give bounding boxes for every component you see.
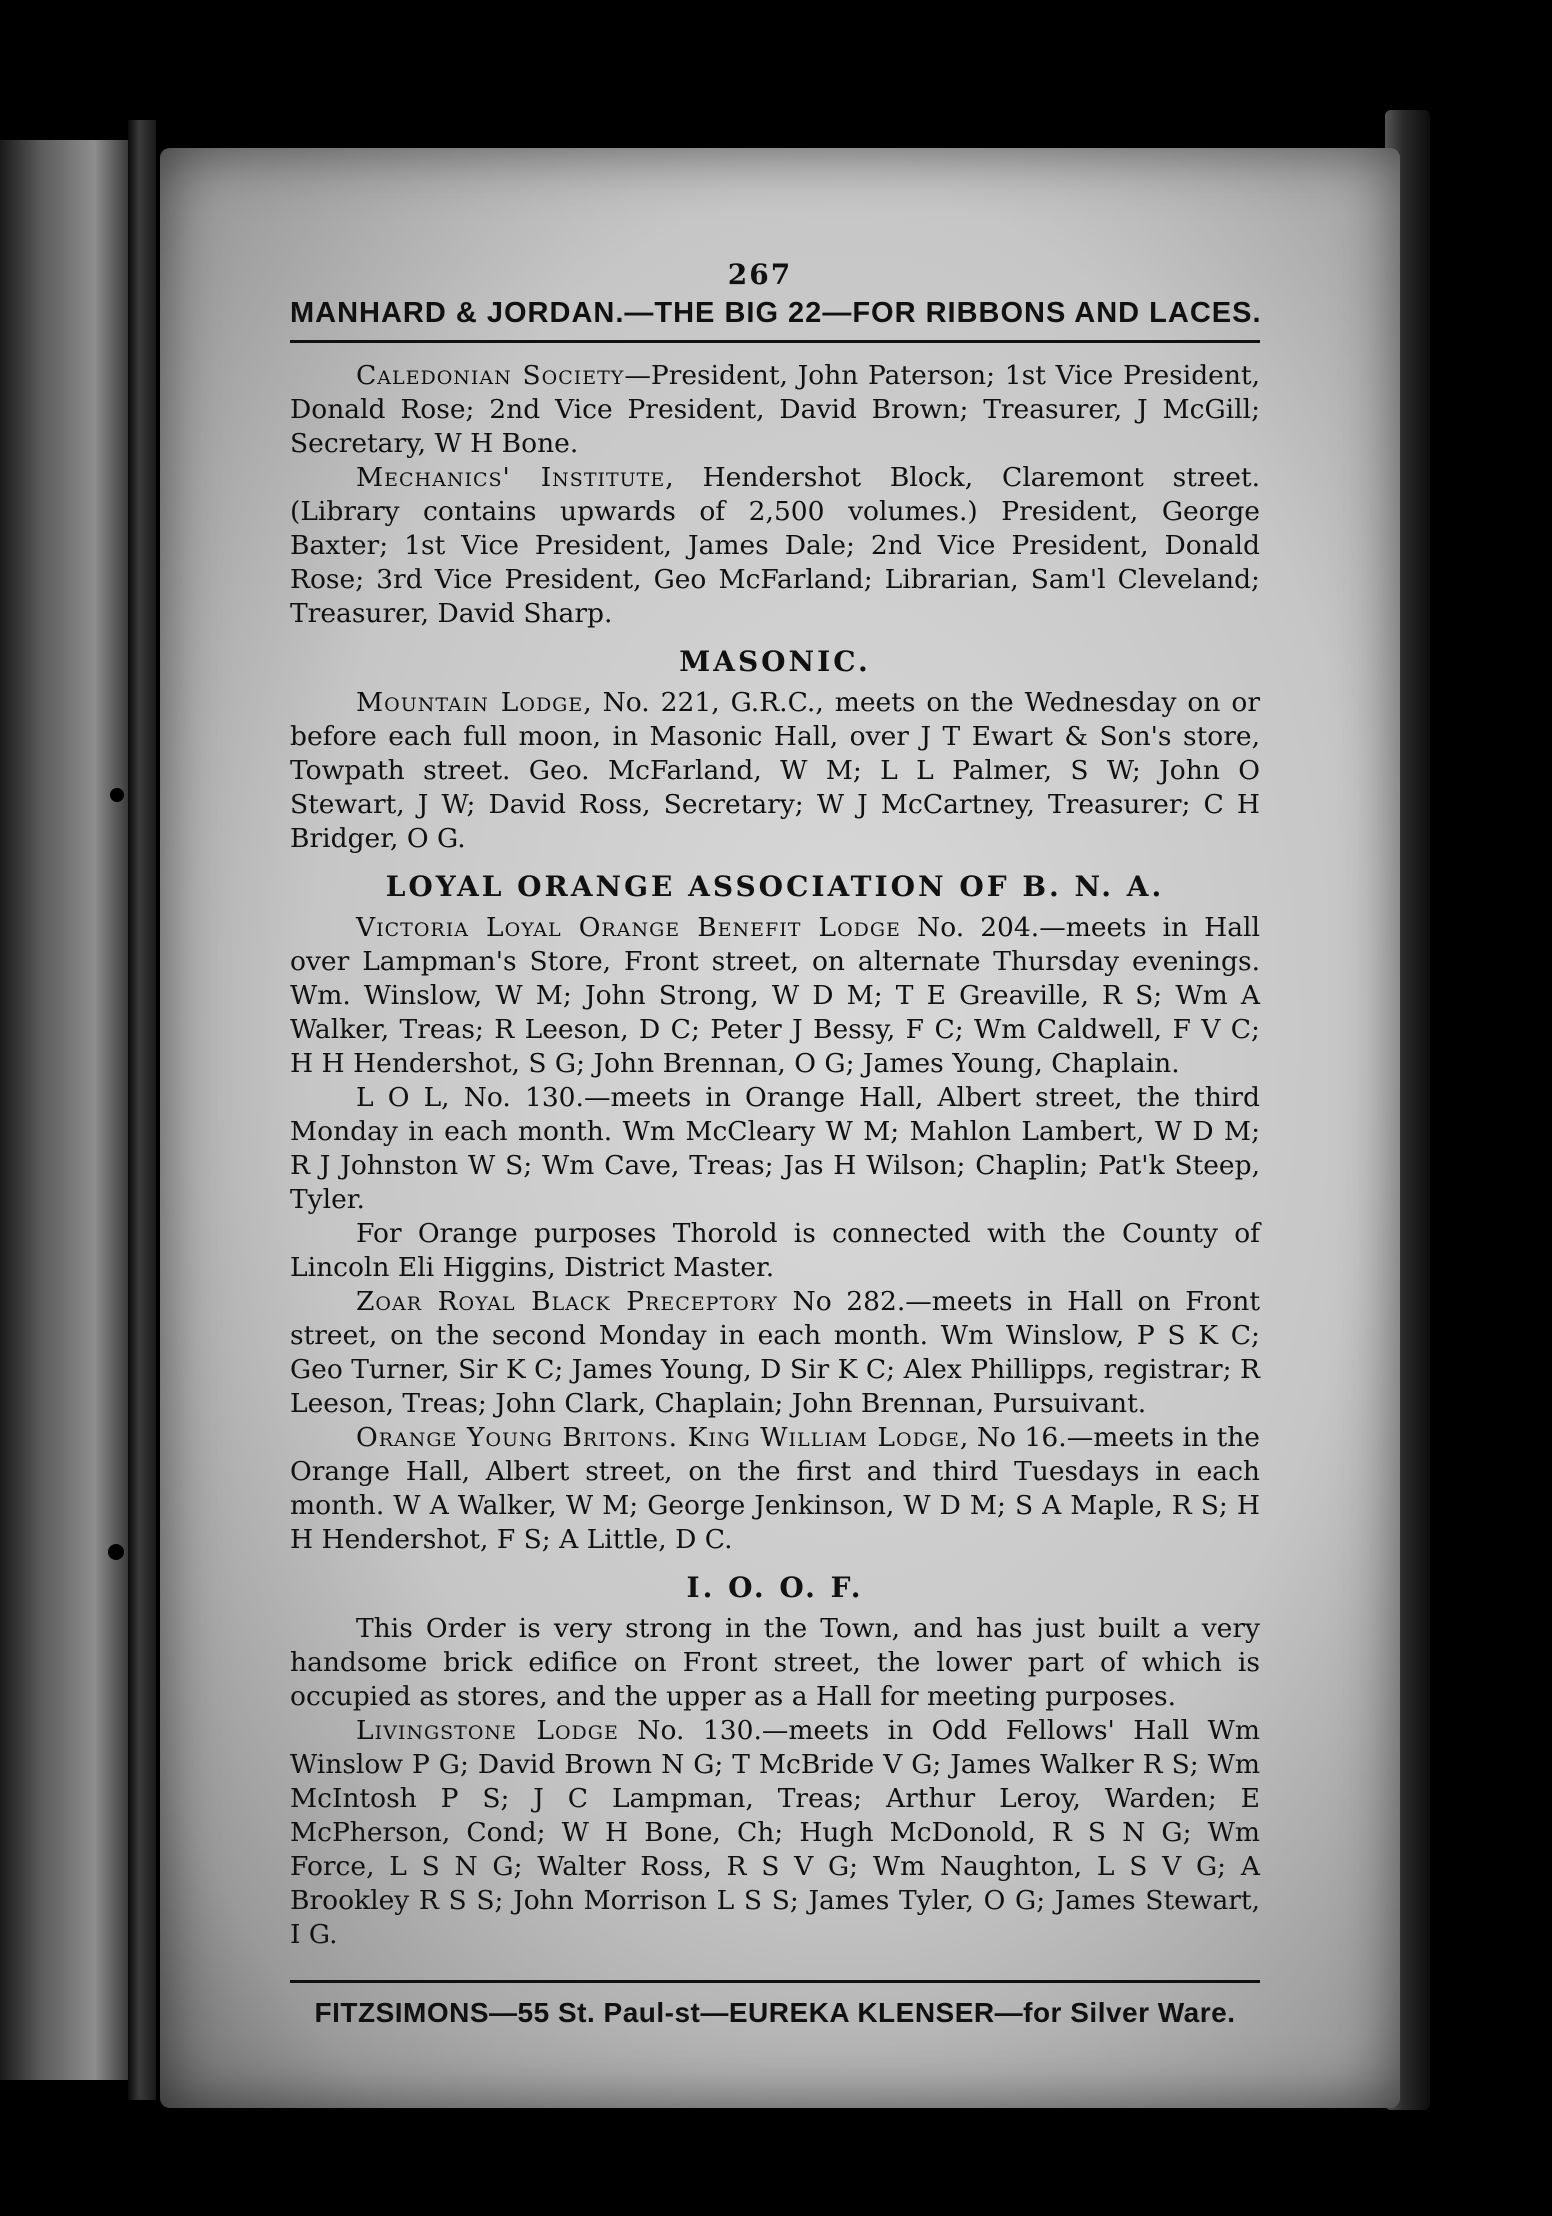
entry-text: No. 204.—meets in Hall over Lampman's Store, Front street, on alternate Thursday evenings. Wm. Winslow, W M; John Strong, W D M; T E Greaville, R S; Wm A Walker, Treas; R Leeson, D C; Peter J Bessy, F C; Wm Caldwell, F V C; H H Hendershot, S G; John Brennan, O G; James Young, Chaplain. [290,912,1260,1079]
entry-name: Livingstone Lodge [356,1715,619,1746]
entry-text: No 282.—meets in Hall on Front street, on the second Monday in each month. Wm Winslow, P S K C; Geo Turner, Sir K C; James Young, D Sir K C; Alex Phillipps, registrar; R Leeson, Treas; John Clark, Chaplain; John Brennan, Pursuivant. [290,1286,1260,1419]
entry-name: Mountain Lodge [356,687,584,718]
directory-page [160,148,1400,2108]
entry-name: Mechanics' Institute [356,462,666,493]
entry-young-britons [290,1421,1260,1557]
entry-lol-130: L O L, No. 130.—meets in Orange Hall, Albert street, the third Monday in each month. Wm McCleary W M; Mahlon Lambert, W D M; R J Johnston W S; Wm Cave, Treas; Jas H Wilson; Chaplin; Pat'k Steep, Tyler. [290,1082,1260,1215]
entry-text: , Hendershot Block, Claremont street. (Library contains upwards of 2,500 volumes.) President, George Baxter; 1st Vice President, James Dale; 2nd Vice President, Donald Rose; 3rd Vice President, Geo McFarland; Librarian, Sam'l Cleveland; Treasurer, David Sharp. [290,462,1261,629]
entry-name: Caledonian Society [356,360,625,391]
page-number: 267 [727,258,793,291]
entry-text: No. 130.—meets in Odd Fellows' Hall Wm Winslow P G; David Brown N G; T McBride V G; James Walker R S; Wm McIntosh P S; J C Lampman, Treas; Arthur Leroy, Warden; E McPherson, Cond; W H Bone, Ch; Hugh McDonold, R S N G; Wm Force, L S N G; Walter Ross, R S V G; Wm Naughton, L S V G; A Brookley R S S; John Morrison L S S; James Tyler, O G; James Stewart, I G. [290,1715,1260,1950]
section-heading-loyal-orange: LOYAL ORANGE ASSOCIATION OF B. N. A. [385,870,1165,903]
binding-mark [110,788,124,802]
entry-mountain-lodge [290,686,1260,856]
section-heading-masonic: MASONIC. [679,645,871,678]
running-header-advert: MANHARD & JORDAN.—THE BIG 22—FOR RIBBONS AND LACES. [290,297,1260,343]
entry-zoar-preceptory [290,1285,1260,1421]
entry-caledonian-society [290,359,1260,461]
entry-mechanics-institute [290,461,1260,631]
entry-text: , No 16.—meets in the Orange Hall, Albert street, on the first and third Tuesdays in each month. W A Walker, W M; George Jenkinson, W D M; S A Maple, R S; H H Hendershot, F S; A Little, D C. [290,1422,1260,1555]
running-footer-advert: FITZSIMONS—55 St. Paul-st—EUREKA KLENSER—for Silver Ware. [290,1980,1260,2029]
entry-name: Zoar Royal Black Preceptory [356,1286,778,1317]
left-page-edge [0,140,135,2080]
entry-ioof-intro: This Order is very strong in the Town, and has just built a very handsome brick edifice on Front street, the lower part of which is occupied as stores, and the upper as a Hall for meeting purposes. [290,1613,1260,1712]
entry-name: Victoria Loyal Orange Benefit Lodge [356,912,901,943]
entry-livingstone-lodge [290,1714,1260,1952]
entry-text: , No. 221, G.R.C., meets on the Wednesday on or before each full moon, in Masonic Hall, over J T Ewart & Son's store, Towpath street. Geo. McFarland, W M; L L Palmer, S W; John O Stewart, J W; David Ross, Secretary; W J McCartney, Treasurer; C H Bridger, O G. [290,687,1261,854]
book-spine [128,120,156,2100]
entry-victoria-lodge [290,911,1260,1081]
entry-name: Orange Young Britons. King William Lodge [356,1422,960,1453]
section-heading-ioof: I. O. O. F. [686,1571,864,1604]
entry-orange-purposes: For Orange purposes Thorold is connected with the County of Lincoln Eli Higgins, District Master. [290,1218,1260,1283]
binding-mark [108,1544,124,1560]
entry-text: —President, John Paterson; 1st Vice President, Donald Rose; 2nd Vice President, David Brown; Treasurer, J McGill; Secretary, W H Bone. [290,360,1260,459]
page-content [290,258,1260,2029]
